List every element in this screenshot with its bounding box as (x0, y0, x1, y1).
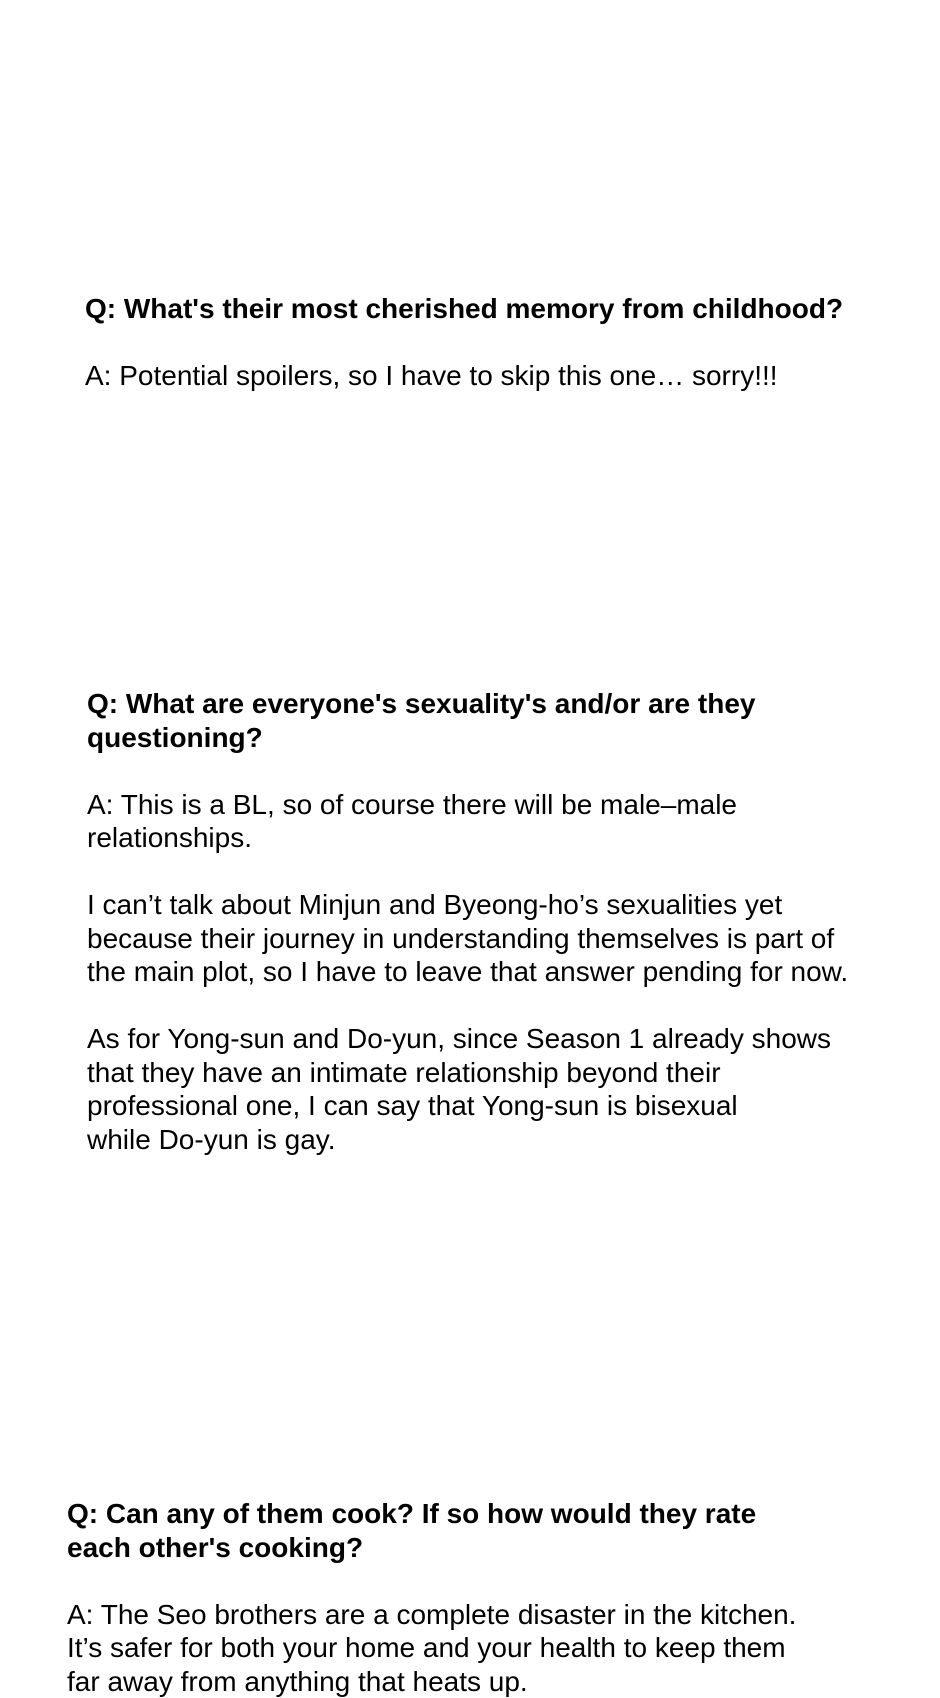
answer-text: A: Potential spoilers, so I have to skip this one… sorry!!! (85, 359, 905, 393)
answer-line: A: This is a BL, so of course there will be male–male (87, 788, 877, 822)
answer-line: relationships. (87, 821, 877, 855)
answer-line: that they have an intimate relationship beyond their (87, 1056, 877, 1090)
question-line: each other's cooking? (67, 1531, 847, 1565)
question-text: Q: What's their most cherished memory from childhood? (85, 292, 905, 326)
answer-line: I can’t talk about Minjun and Byeong-ho’s sexualities yet (87, 888, 877, 922)
question-line: Q: What are everyone's sexuality's and/or are they (87, 687, 877, 721)
qa-section-sexuality (87, 687, 877, 1156)
answer-line: It’s safer for both your home and your health to keep them (67, 1631, 847, 1665)
answer-line: while Do-yun is gay. (87, 1123, 877, 1157)
answer-line: A: The Seo brothers are a complete disaster in the kitchen. (67, 1598, 847, 1632)
answer-line: professional one, I can say that Yong-sun is bisexual (87, 1089, 877, 1123)
qa-section-cooking (67, 1497, 847, 1698)
answer-line: far away from anything that heats up. (67, 1665, 847, 1698)
qa-section-childhood-memory (85, 292, 905, 393)
question-line: Q: Can any of them cook? If so how would they rate (67, 1497, 847, 1531)
answer-line: As for Yong-sun and Do-yun, since Season 1 already shows (87, 1022, 877, 1056)
answer-line: because their journey in understanding themselves is part of (87, 922, 877, 956)
question-line: questioning? (87, 721, 877, 755)
answer-line: the main plot, so I have to leave that answer pending for now. (87, 955, 877, 989)
